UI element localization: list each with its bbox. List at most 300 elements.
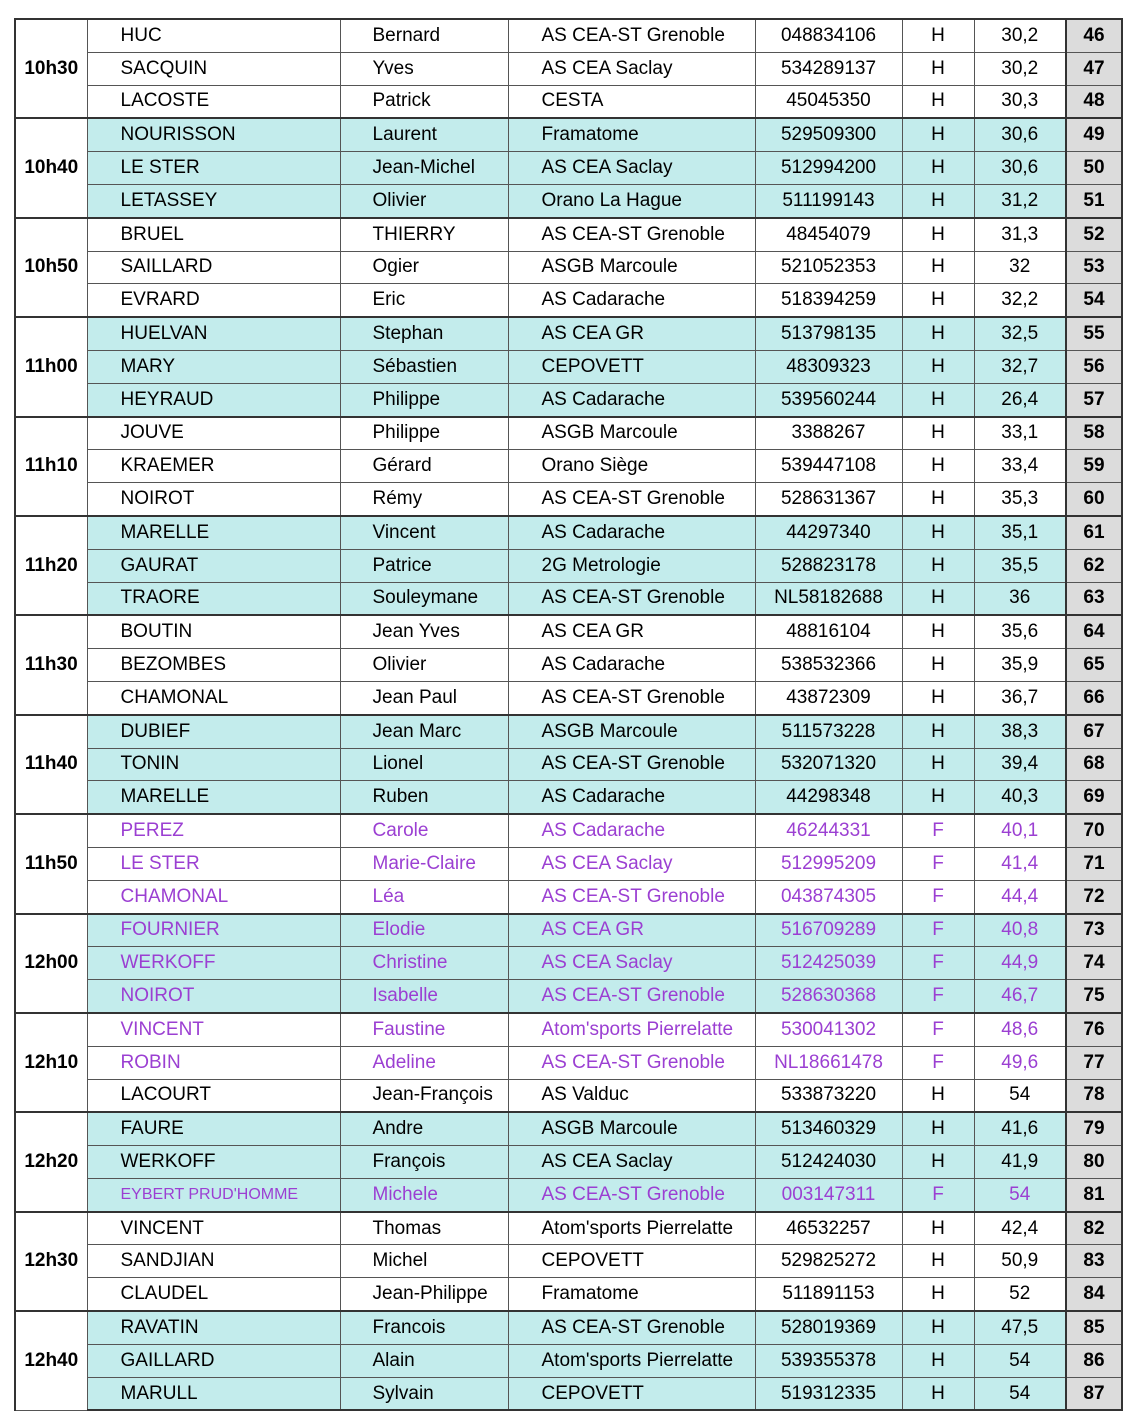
player-last-name: LACOSTE [87,85,340,118]
player-index: 41,6 [974,1112,1066,1145]
player-index: 33,4 [974,450,1066,483]
player-last-name: HEYRAUD [87,383,340,416]
player-number: 85 [1066,1311,1122,1344]
player-number: 52 [1066,218,1122,251]
player-first-name: Philippe [340,383,508,416]
table-row [15,516,1122,549]
table-row [15,814,1122,847]
player-club: Atom'sports Pierrelatte [508,1013,755,1046]
player-licence: 528019369 [755,1311,902,1344]
player-licence: 44297340 [755,516,902,549]
player-club: CESTA [508,85,755,118]
player-last-name: WERKOFF [87,1146,340,1179]
player-number: 64 [1066,615,1122,648]
player-number: 80 [1066,1146,1122,1179]
player-gender: H [902,218,974,251]
player-index: 30,6 [974,152,1066,185]
player-first-name: Eric [340,284,508,317]
player-last-name: FOURNIER [87,914,340,947]
player-number: 48 [1066,85,1122,118]
player-number: 46 [1066,19,1122,52]
player-index: 40,3 [974,781,1066,814]
player-club: AS Cadarache [508,383,755,416]
start-time: 11h10 [15,417,87,516]
table-row [15,350,1122,383]
player-index: 41,9 [974,1146,1066,1179]
player-club: Atom'sports Pierrelatte [508,1344,755,1377]
player-number: 73 [1066,914,1122,947]
player-first-name: Gérard [340,450,508,483]
player-number: 54 [1066,284,1122,317]
player-last-name: HUC [87,19,340,52]
player-club: AS CEA Saclay [508,52,755,85]
player-last-name: PEREZ [87,814,340,847]
player-number: 72 [1066,880,1122,913]
player-last-name: MARELLE [87,781,340,814]
player-gender: H [902,1377,974,1410]
player-first-name: Léa [340,880,508,913]
player-licence: 511573228 [755,715,902,748]
tee-time-rows [15,19,1122,1410]
player-index: 46,7 [974,980,1066,1013]
player-first-name: François [340,1146,508,1179]
player-gender: H [902,450,974,483]
player-first-name: Vincent [340,516,508,549]
table-row [15,781,1122,814]
player-number: 75 [1066,980,1122,1013]
player-first-name: Ruben [340,781,508,814]
player-index: 35,1 [974,516,1066,549]
start-time: 12h10 [15,1013,87,1112]
player-licence: 512995209 [755,847,902,880]
player-licence: 530041302 [755,1013,902,1046]
player-number: 49 [1066,118,1122,151]
player-licence: NL18661478 [755,1046,902,1079]
player-licence: 511891153 [755,1278,902,1311]
player-first-name: Patrice [340,549,508,582]
player-first-name: Michele [340,1178,508,1211]
player-last-name: GAILLARD [87,1344,340,1377]
player-index: 30,6 [974,118,1066,151]
player-index: 26,4 [974,383,1066,416]
player-index: 30,3 [974,85,1066,118]
table-row [15,118,1122,151]
table-row [15,649,1122,682]
player-gender: H [902,781,974,814]
player-club: AS CEA Saclay [508,1146,755,1179]
player-club: AS CEA Saclay [508,947,755,980]
start-time: 10h40 [15,118,87,217]
player-club: Orano Siège [508,450,755,483]
player-index: 39,4 [974,748,1066,781]
player-licence: NL58182688 [755,582,902,615]
player-gender: H [902,152,974,185]
table-row [15,582,1122,615]
player-number: 66 [1066,681,1122,714]
player-index: 49,6 [974,1046,1066,1079]
player-first-name: Jean-Philippe [340,1278,508,1311]
player-club: ASGB Marcoule [508,251,755,284]
player-club: AS CEA GR [508,317,755,350]
player-licence: 511199143 [755,184,902,217]
player-first-name: Marie-Claire [340,847,508,880]
player-last-name: KRAEMER [87,450,340,483]
player-club: Framatome [508,1278,755,1311]
start-time: 10h50 [15,218,87,317]
start-time: 12h20 [15,1112,87,1211]
player-gender: H [902,582,974,615]
player-index: 50,9 [974,1245,1066,1278]
player-licence: 529825272 [755,1245,902,1278]
table-row [15,383,1122,416]
player-index: 38,3 [974,715,1066,748]
start-time: 12h30 [15,1212,87,1311]
player-club: AS CEA-ST Grenoble [508,681,755,714]
player-index: 35,9 [974,649,1066,682]
player-last-name: BOUTIN [87,615,340,648]
table-row [15,317,1122,350]
player-licence: 528631367 [755,483,902,516]
player-first-name: Carole [340,814,508,847]
player-last-name: LETASSEY [87,184,340,217]
table-row [15,1146,1122,1179]
player-licence: 539447108 [755,450,902,483]
player-first-name: Francois [340,1311,508,1344]
player-last-name: SANDJIAN [87,1245,340,1278]
player-number: 60 [1066,483,1122,516]
player-first-name: Isabelle [340,980,508,1013]
player-licence: 518394259 [755,284,902,317]
start-time: 11h40 [15,715,87,814]
player-first-name: Michel [340,1245,508,1278]
table-row [15,914,1122,947]
table-row [15,450,1122,483]
player-club: 2G Metrologie [508,549,755,582]
player-gender: H [902,715,974,748]
player-gender: F [902,980,974,1013]
player-licence: 529509300 [755,118,902,151]
player-number: 50 [1066,152,1122,185]
player-gender: H [902,184,974,217]
player-club: AS CEA-ST Grenoble [508,1178,755,1211]
table-row [15,549,1122,582]
player-number: 65 [1066,649,1122,682]
player-licence: 512994200 [755,152,902,185]
player-licence: 513460329 [755,1112,902,1145]
player-index: 35,6 [974,615,1066,648]
player-first-name: Jean Marc [340,715,508,748]
player-licence: 48816104 [755,615,902,648]
player-last-name: NOIROT [87,483,340,516]
player-club: Atom'sports Pierrelatte [508,1212,755,1245]
player-number: 55 [1066,317,1122,350]
player-club: AS CEA Saclay [508,847,755,880]
player-club: AS CEA GR [508,914,755,947]
player-gender: F [902,1013,974,1046]
player-number: 58 [1066,417,1122,450]
table-row [15,615,1122,648]
player-index: 42,4 [974,1212,1066,1245]
player-number: 78 [1066,1079,1122,1112]
player-number: 86 [1066,1344,1122,1377]
player-first-name: Jean-Michel [340,152,508,185]
player-gender: H [902,1212,974,1245]
player-first-name: Sylvain [340,1377,508,1410]
player-index: 36 [974,582,1066,615]
player-first-name: Olivier [340,184,508,217]
table-row [15,1112,1122,1145]
player-licence: 519312335 [755,1377,902,1410]
player-last-name: MARY [87,350,340,383]
player-number: 70 [1066,814,1122,847]
player-first-name: Ogier [340,251,508,284]
player-last-name: MARULL [87,1377,340,1410]
player-first-name: Jean Paul [340,681,508,714]
player-first-name: Laurent [340,118,508,151]
player-gender: F [902,1178,974,1211]
player-gender: F [902,880,974,913]
player-licence: 048834106 [755,19,902,52]
tee-time-table [14,18,1123,1411]
player-licence: 533873220 [755,1079,902,1112]
table-row [15,980,1122,1013]
player-index: 32 [974,251,1066,284]
player-first-name: Lionel [340,748,508,781]
player-number: 62 [1066,549,1122,582]
player-licence: 528630368 [755,980,902,1013]
player-gender: H [902,748,974,781]
player-last-name: LE STER [87,847,340,880]
player-number: 59 [1066,450,1122,483]
player-licence: 003147311 [755,1178,902,1211]
player-last-name: LE STER [87,152,340,185]
player-last-name: CHAMONAL [87,880,340,913]
player-club: AS CEA-ST Grenoble [508,980,755,1013]
player-number: 47 [1066,52,1122,85]
table-row [15,1212,1122,1245]
player-first-name: Souleymane [340,582,508,615]
player-index: 33,1 [974,417,1066,450]
player-number: 71 [1066,847,1122,880]
player-club: AS Cadarache [508,649,755,682]
player-club: AS CEA-ST Grenoble [508,1046,755,1079]
player-first-name: Elodie [340,914,508,947]
player-gender: H [902,383,974,416]
player-number: 56 [1066,350,1122,383]
player-licence: 528823178 [755,549,902,582]
player-licence: 516709289 [755,914,902,947]
player-index: 41,4 [974,847,1066,880]
player-club: AS Cadarache [508,814,755,847]
player-index: 32,5 [974,317,1066,350]
player-club: AS CEA-ST Grenoble [508,483,755,516]
table-row [15,284,1122,317]
player-club: AS CEA-ST Grenoble [508,1311,755,1344]
player-number: 81 [1066,1178,1122,1211]
player-licence: 48309323 [755,350,902,383]
player-first-name: Stephan [340,317,508,350]
player-club: AS Cadarache [508,781,755,814]
player-first-name: Yves [340,52,508,85]
player-club: AS Cadarache [508,284,755,317]
table-row [15,1278,1122,1311]
table-row [15,681,1122,714]
player-first-name: Philippe [340,417,508,450]
player-club: AS CEA-ST Grenoble [508,748,755,781]
start-time: 10h30 [15,19,87,118]
player-club: AS Valduc [508,1079,755,1112]
player-index: 32,2 [974,284,1066,317]
start-time: 12h00 [15,914,87,1013]
player-last-name: TRAORE [87,582,340,615]
start-time: 12h40 [15,1311,87,1410]
start-time: 11h00 [15,317,87,416]
player-licence: 539560244 [755,383,902,416]
player-gender: H [902,1245,974,1278]
player-index: 32,7 [974,350,1066,383]
player-club: ASGB Marcoule [508,1112,755,1145]
player-last-name: ROBIN [87,1046,340,1079]
table-row [15,1178,1122,1211]
player-gender: H [902,483,974,516]
player-last-name: HUELVAN [87,317,340,350]
player-gender: F [902,847,974,880]
player-gender: H [902,251,974,284]
player-first-name: Faustine [340,1013,508,1046]
player-licence: 532071320 [755,748,902,781]
player-last-name: EVRARD [87,284,340,317]
player-last-name: BRUEL [87,218,340,251]
player-last-name: GAURAT [87,549,340,582]
player-number: 74 [1066,947,1122,980]
player-licence: 539355378 [755,1344,902,1377]
player-gender: H [902,1146,974,1179]
table-row [15,1013,1122,1046]
player-licence: 513798135 [755,317,902,350]
player-club: CEPOVETT [508,1245,755,1278]
player-club: AS CEA-ST Grenoble [508,19,755,52]
player-first-name: Olivier [340,649,508,682]
player-last-name: BEZOMBES [87,649,340,682]
player-club: Orano La Hague [508,184,755,217]
table-row [15,19,1122,52]
player-number: 79 [1066,1112,1122,1145]
player-licence: 512424030 [755,1146,902,1179]
player-club: AS CEA-ST Grenoble [508,218,755,251]
player-number: 51 [1066,184,1122,217]
player-licence: 534289137 [755,52,902,85]
player-number: 63 [1066,582,1122,615]
table-row [15,85,1122,118]
player-index: 52 [974,1278,1066,1311]
player-index: 31,3 [974,218,1066,251]
player-number: 84 [1066,1278,1122,1311]
player-gender: H [902,350,974,383]
player-club: AS CEA-ST Grenoble [508,582,755,615]
player-last-name: CLAUDEL [87,1278,340,1311]
player-last-name: EYBERT PRUD'HOMME [87,1178,340,1211]
player-club: AS CEA Saclay [508,152,755,185]
player-index: 40,1 [974,814,1066,847]
player-number: 67 [1066,715,1122,748]
player-number: 87 [1066,1377,1122,1410]
player-licence: 043874305 [755,880,902,913]
player-index: 35,3 [974,483,1066,516]
player-gender: H [902,681,974,714]
table-row [15,52,1122,85]
player-number: 82 [1066,1212,1122,1245]
player-number: 61 [1066,516,1122,549]
player-licence: 44298348 [755,781,902,814]
player-last-name: NOIROT [87,980,340,1013]
player-index: 36,7 [974,681,1066,714]
player-licence: 3388267 [755,417,902,450]
player-first-name: Alain [340,1344,508,1377]
table-row [15,1245,1122,1278]
player-gender: H [902,549,974,582]
player-gender: H [902,52,974,85]
player-club: AS CEA-ST Grenoble [508,880,755,913]
table-row [15,1046,1122,1079]
player-club: CEPOVETT [508,350,755,383]
player-last-name: VINCENT [87,1013,340,1046]
player-last-name: VINCENT [87,1212,340,1245]
player-gender: F [902,814,974,847]
player-last-name: JOUVE [87,417,340,450]
player-licence: 46532257 [755,1212,902,1245]
player-gender: H [902,118,974,151]
table-row [15,251,1122,284]
start-time: 11h50 [15,814,87,913]
player-first-name: Jean-François [340,1079,508,1112]
table-row [15,1079,1122,1112]
player-last-name: NOURISSON [87,118,340,151]
player-first-name: Rémy [340,483,508,516]
player-number: 69 [1066,781,1122,814]
table-row [15,184,1122,217]
player-club: AS CEA GR [508,615,755,648]
player-number: 53 [1066,251,1122,284]
player-index: 54 [974,1344,1066,1377]
player-licence: 521052353 [755,251,902,284]
player-gender: H [902,1311,974,1344]
player-last-name: MARELLE [87,516,340,549]
start-time: 11h20 [15,516,87,615]
table-row [15,947,1122,980]
player-gender: H [902,85,974,118]
table-row [15,417,1122,450]
player-last-name: WERKOFF [87,947,340,980]
player-last-name: LACOURT [87,1079,340,1112]
player-gender: H [902,649,974,682]
player-first-name: Patrick [340,85,508,118]
player-last-name: SACQUIN [87,52,340,85]
player-licence: 45045350 [755,85,902,118]
table-row [15,152,1122,185]
player-licence: 48454079 [755,218,902,251]
player-number: 76 [1066,1013,1122,1046]
player-club: Framatome [508,118,755,151]
player-first-name: Adeline [340,1046,508,1079]
table-row [15,748,1122,781]
player-first-name: Christine [340,947,508,980]
player-first-name: Bernard [340,19,508,52]
player-club: CEPOVETT [508,1377,755,1410]
player-number: 57 [1066,383,1122,416]
player-gender: H [902,317,974,350]
player-index: 44,9 [974,947,1066,980]
player-index: 44,4 [974,880,1066,913]
